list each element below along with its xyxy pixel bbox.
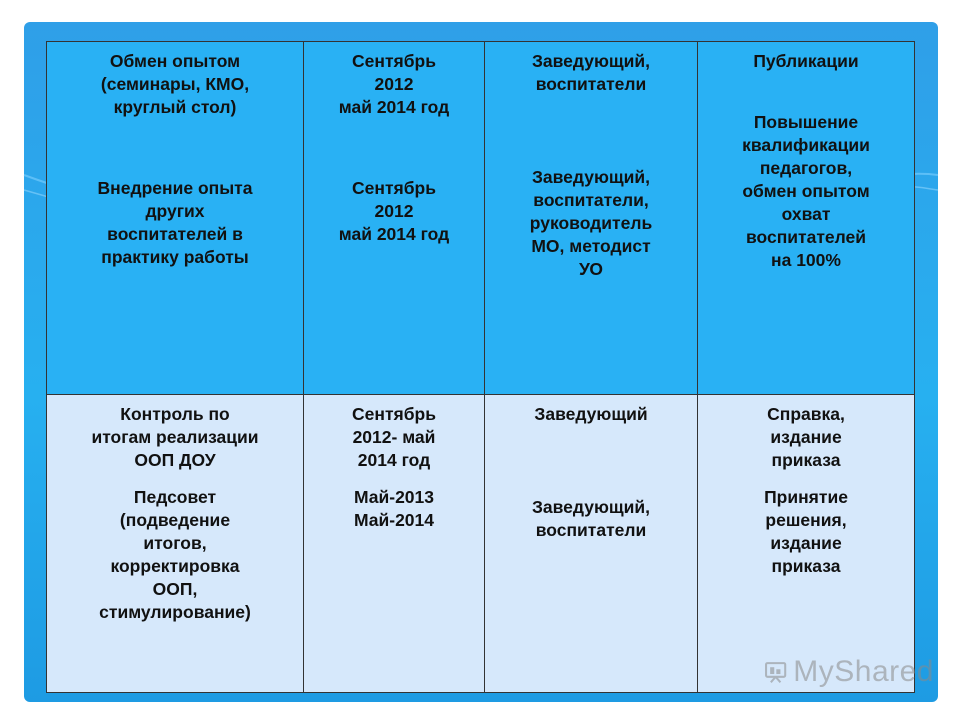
responsible-text: Заведующий <box>534 404 648 424</box>
responsible-text: Заведующий, воспитатели, руководитель МО, методист УО <box>529 167 653 279</box>
result-cell <box>698 395 915 693</box>
responsible-text: Заведующий, воспитатели <box>531 497 651 540</box>
table-row <box>47 42 915 395</box>
activity-text: Обмен опытом (семинары, КМО, круглый стол) <box>100 51 250 117</box>
watermark <box>764 650 934 694</box>
result-cell <box>698 42 915 395</box>
dates-cell <box>304 395 485 693</box>
dates-text: Сентябрь 2012 май 2014 год <box>338 178 450 244</box>
responsible-cell <box>485 42 698 395</box>
activity-text: Контроль по итогам реализации ООП ДОУ <box>91 404 259 470</box>
dates-text: Сентябрь 2012- май 2014 год <box>352 404 436 470</box>
dates-text: Май-2013 Май-2014 <box>353 487 435 530</box>
plan-table <box>46 41 915 693</box>
result-text: Принятие решения, издание приказа <box>764 487 848 576</box>
result-text: Справка, издание приказа <box>767 404 845 470</box>
table-row <box>47 395 915 693</box>
watermark-text: MyShared <box>793 655 934 688</box>
activity-cell <box>47 395 304 693</box>
dates-text: Сентябрь 2012 май 2014 год <box>338 51 450 117</box>
activity-text: Педсовет (подведение итогов, корректировка ООП, стимулирование) <box>99 487 251 622</box>
presentation-board-icon <box>764 655 787 689</box>
activity-text: Внедрение опыта других воспитателей в практику работы <box>97 178 253 267</box>
responsible-cell <box>485 395 698 693</box>
dates-cell <box>304 42 485 395</box>
responsible-text: Заведующий, воспитатели <box>531 51 651 94</box>
result-text: Повышение квалификации педагогов, обмен опытом охват воспитателей на 100% <box>742 112 870 270</box>
activity-cell <box>47 42 304 395</box>
result-text: Публикации <box>753 51 859 71</box>
